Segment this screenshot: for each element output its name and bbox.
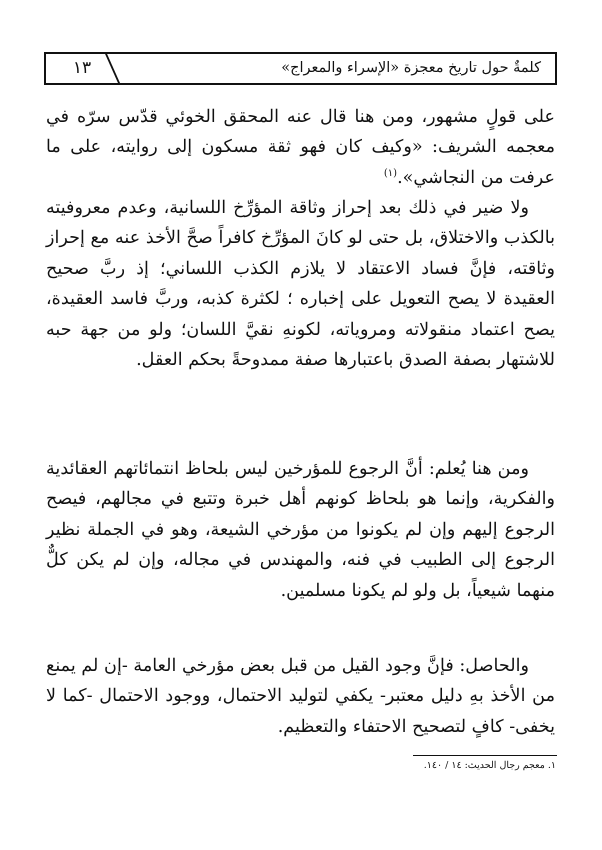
paragraph-1-text: على قولٍ مشهور، ومن هنا قال عنه المحقق الخوئي قدّس سرّه في معجمه الشريف: «وكيف كان فهو ثقة مسكون إلى روايته، على ما عرفت من النجاشي». [46,107,555,188]
footnote-marker[interactable]: (١) [383,167,398,179]
paragraph-4: والحاصل: فإنَّ وجود القيل من قبل بعض مؤرخي العامة -إن لم يمنع من الأخذ بهِ دليل معتبر- يكفي لتوليد الاحتمال، ووجود الاحتمال -كما لا يخفى- كافٍ لتصحيح الاحتفاء والتعظيم. [46,656,555,737]
footnote-separator [413,755,557,756]
paragraph-3: ومن هنا يُعلم: أنَّ الرجوع للمؤرخين ليس بلحاظ انتمائاتهم العقائدية والفكرية، وإنما هو بلحاظ كونهم أهل خبرة وتتبع في مجالهم، فيصح الرجوع إليهم وإن لم يكونوا من مؤرخي الشيعة، وهو في الجملة نظير الرجوع إلى الطبيب في فنه، والمهندس في مجاله، وإن لم يكن كلٌّ منهما شيعياً، بل ولو لم يكونا مسلمين. [46,459,555,601]
paragraph-1 [46,102,555,193]
page-number: ١٣ [72,58,92,78]
running-title: كلمةٌ حول تاريخ معجزة «الإسراء والمعراج» [281,60,541,76]
paragraph-2: ولا ضير في ذلك بعد إحراز وثاقة المؤرِّخ اللسانية، وعدم معروفيته بالكذب والاختلاق، بل حتى لو كانَ المؤرِّخ كافراً صحَّ الأخذ عنه مع إحراز وثاقته، فإنَّ فساد الاعتقاد لا يلازم الكذب اللساني؛ إذ ربَّ صحيح العقيدة لا يصح التعويل على إخباره ؛ لكثرة كذبه، وربَّ فاسد العقيدة، يصح اعتماد منقولاته ومروياته، لكونهِ نقيَّ اللسان؛ ولو من جهة حبه للاشتهار بصفة الصدق باعتبارها صفة ممدوحةً بحكم العقل. [46,198,555,371]
footnote: ١. معجم رجال الحديث: ١٤ / ١٤٠. [423,760,556,771]
page-header [44,52,557,85]
